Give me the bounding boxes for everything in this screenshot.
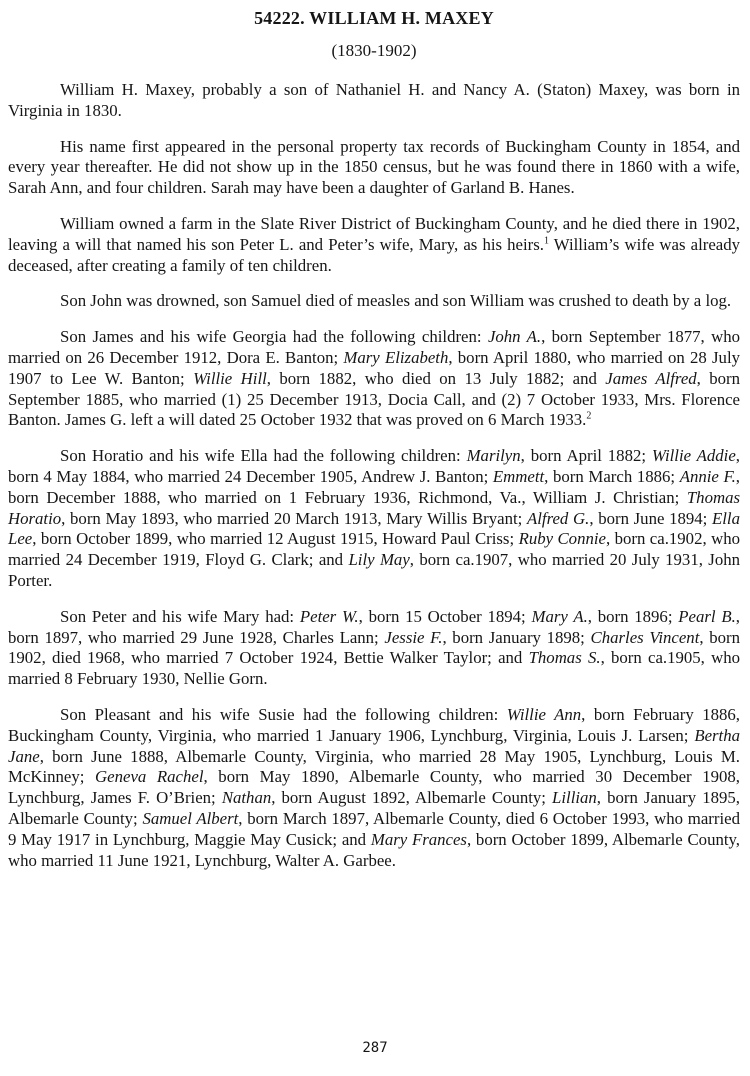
text-run: , born January 1898;	[442, 627, 591, 647]
text-run: , born ca.1902, who married 24 December 1919, Floyd G. Clark; and	[8, 529, 741, 570]
footnote-marker: 1	[543, 235, 549, 247]
paragraph-6	[8, 446, 740, 592]
child-name: Willie Ann	[506, 704, 582, 724]
text-run: , born October 1899, who married 12 August 1915, Howard Paul Criss;	[32, 529, 519, 549]
paragraph-4	[8, 291, 740, 312]
footnote-marker: 2	[586, 410, 592, 422]
body-text	[8, 80, 740, 871]
child-name: Emmett	[492, 466, 545, 486]
paragraph-1	[8, 80, 740, 122]
text-run: William owned a farm in the Slate River District of Buckingham County, and he died there in 1902, leaving a will that named his son Peter L. and Peter’s wife, Mary, as his heirs.	[8, 213, 740, 254]
text-run: , born ca.1905, who married 8 February 1930, Nellie Gorn.	[8, 648, 741, 689]
text-run: , born 15 October 1894;	[358, 606, 532, 626]
paragraph-8	[8, 705, 740, 871]
text-run: , born February 1886, Buckingham County, Virginia, who married 1 January 1906, Lynchburg, Virginia, Louis J. Larsen;	[8, 704, 740, 745]
text-run: , born 1896;	[587, 606, 679, 626]
child-name: John A.	[487, 327, 542, 347]
child-name: Marilyn	[466, 446, 521, 466]
child-name: Alfred G.	[527, 508, 590, 528]
text-run: , born June 1894;	[589, 508, 713, 528]
text-run: , born 4 May 1884, who married 24 December 1905, Andrew J. Banton;	[8, 446, 740, 486]
child-name: Willie Hill	[193, 368, 267, 388]
text-run: Son John was drowned, son Samuel died of measles and son William was crushed to death by a log.	[60, 291, 732, 311]
child-name: Charles Vincent	[590, 627, 700, 647]
text-run: , born ca.1907, who married 20 July 1931, John Porter.	[8, 550, 741, 590]
child-name: Samuel Albert	[142, 808, 239, 828]
child-name: Lily May	[348, 550, 410, 570]
child-name: Mary A.	[531, 606, 588, 626]
text-run: Son James and his wife Georgia had the following children:	[60, 327, 488, 347]
text-run: , born April 1880, who married on 28 July 1907 to Lee W. Banton;	[8, 347, 740, 388]
document-page	[8, 0, 740, 871]
child-name: Jessie F.	[384, 627, 443, 647]
text-run: , born April 1882;	[520, 446, 652, 466]
child-name: Peter W.	[299, 606, 359, 626]
text-run: William’s wife was already deceased, after creating a family of ten children.	[8, 234, 741, 275]
text-run: , born September 1877, who married on 26 December 1912, Dora E. Banton;	[8, 327, 740, 367]
text-run: , born March 1886;	[544, 466, 680, 486]
paragraph-2	[8, 137, 740, 199]
life-dates: (1830-1902)	[331, 41, 417, 60]
child-name: Geneva Rachel	[95, 767, 204, 787]
paragraph-7	[8, 607, 740, 690]
text-run: , born October 1899, Albemarle County, who married 11 June 1921, Lynchburg, Walter A. Garbee.	[8, 829, 741, 870]
child-name: Ruby Connie	[518, 529, 606, 549]
text-run: Son Peter and his wife Mary had:	[60, 606, 300, 626]
child-name: Pearl B.	[678, 606, 736, 626]
child-name: Willie Addie	[651, 446, 736, 466]
paragraph-5	[8, 327, 740, 431]
text-run: Son Horatio and his wife Ella had the following children:	[60, 446, 467, 466]
page-number: 287	[362, 1040, 388, 1056]
child-name: Mary Frances	[370, 829, 467, 849]
child-name: Mary Elizabeth	[343, 347, 449, 367]
text-run: , born June 1888, Albemarle County, Virginia, who married 28 May 1905, Lynchburg, Louis M. McKinney;	[8, 746, 740, 787]
page-title: 54222. WILLIAM H. MAXEY	[254, 8, 494, 28]
text-run: , born May 1893, who married 20 March 1913, Mary Willis Bryant;	[61, 508, 527, 528]
text-run: Son Pleasant and his wife Susie had the following children:	[60, 704, 507, 724]
text-run: , born May 1890, Albemarle County, who married 30 December 1908, Lynchburg, James F. O’Brien;	[8, 767, 740, 808]
text-run: , born March 1897, Albemarle County, died 6 October 1993, who married 9 May 1917 in Lynchburg, Maggie May Cusick; and	[8, 808, 740, 849]
paragraph-3	[8, 214, 740, 276]
child-name: Thomas S.	[528, 648, 601, 668]
text-run: William H. Maxey, probably a son of Nathaniel H. and Nancy A. (Staton) Maxey, was born in Virginia in 1830.	[8, 80, 740, 120]
child-name: Annie F.	[679, 466, 736, 486]
text-run: , born August 1892, Albemarle County;	[271, 788, 553, 808]
text-run: , born 1882, who died on 13 July 1882; and	[266, 368, 606, 388]
text-run: , born December 1888, who married on 1 February 1936, Richmond, Va., William J. Christian;	[8, 466, 740, 507]
text-run: His name first appeared in the personal property tax records of Buckingham County in 1854, and every year thereafter. He did not show up in the 1850 census, but he was found there in 1860 with a wife, Sarah Ann, and four children. Sarah may have been a daughter of Garland B. Hanes.	[8, 136, 740, 198]
child-name: James Alfred	[605, 368, 697, 388]
text-run: , born 1902, died 1968, who married 7 October 1924, Bettie Walker Taylor; and	[8, 627, 741, 668]
child-name: Thomas Horatio	[8, 487, 740, 528]
text-run: , born September 1885, who married (1) 25 December 1913, Docia Call, and (2) 7 October 1933, Mrs. Florence Banton. James G. left a will dated 25 October 1932 that was proved on 6 March 1933.	[8, 368, 741, 430]
child-name: Nathan	[221, 788, 272, 808]
child-name: Bertha Jane	[8, 725, 740, 766]
child-name: Lillian	[552, 788, 597, 808]
text-run: , born 1897, who married 29 June 1928, Charles Lann;	[8, 606, 740, 647]
text-run: , born January 1895, Albemarle County;	[8, 788, 740, 828]
child-name: Ella Lee	[8, 508, 740, 549]
